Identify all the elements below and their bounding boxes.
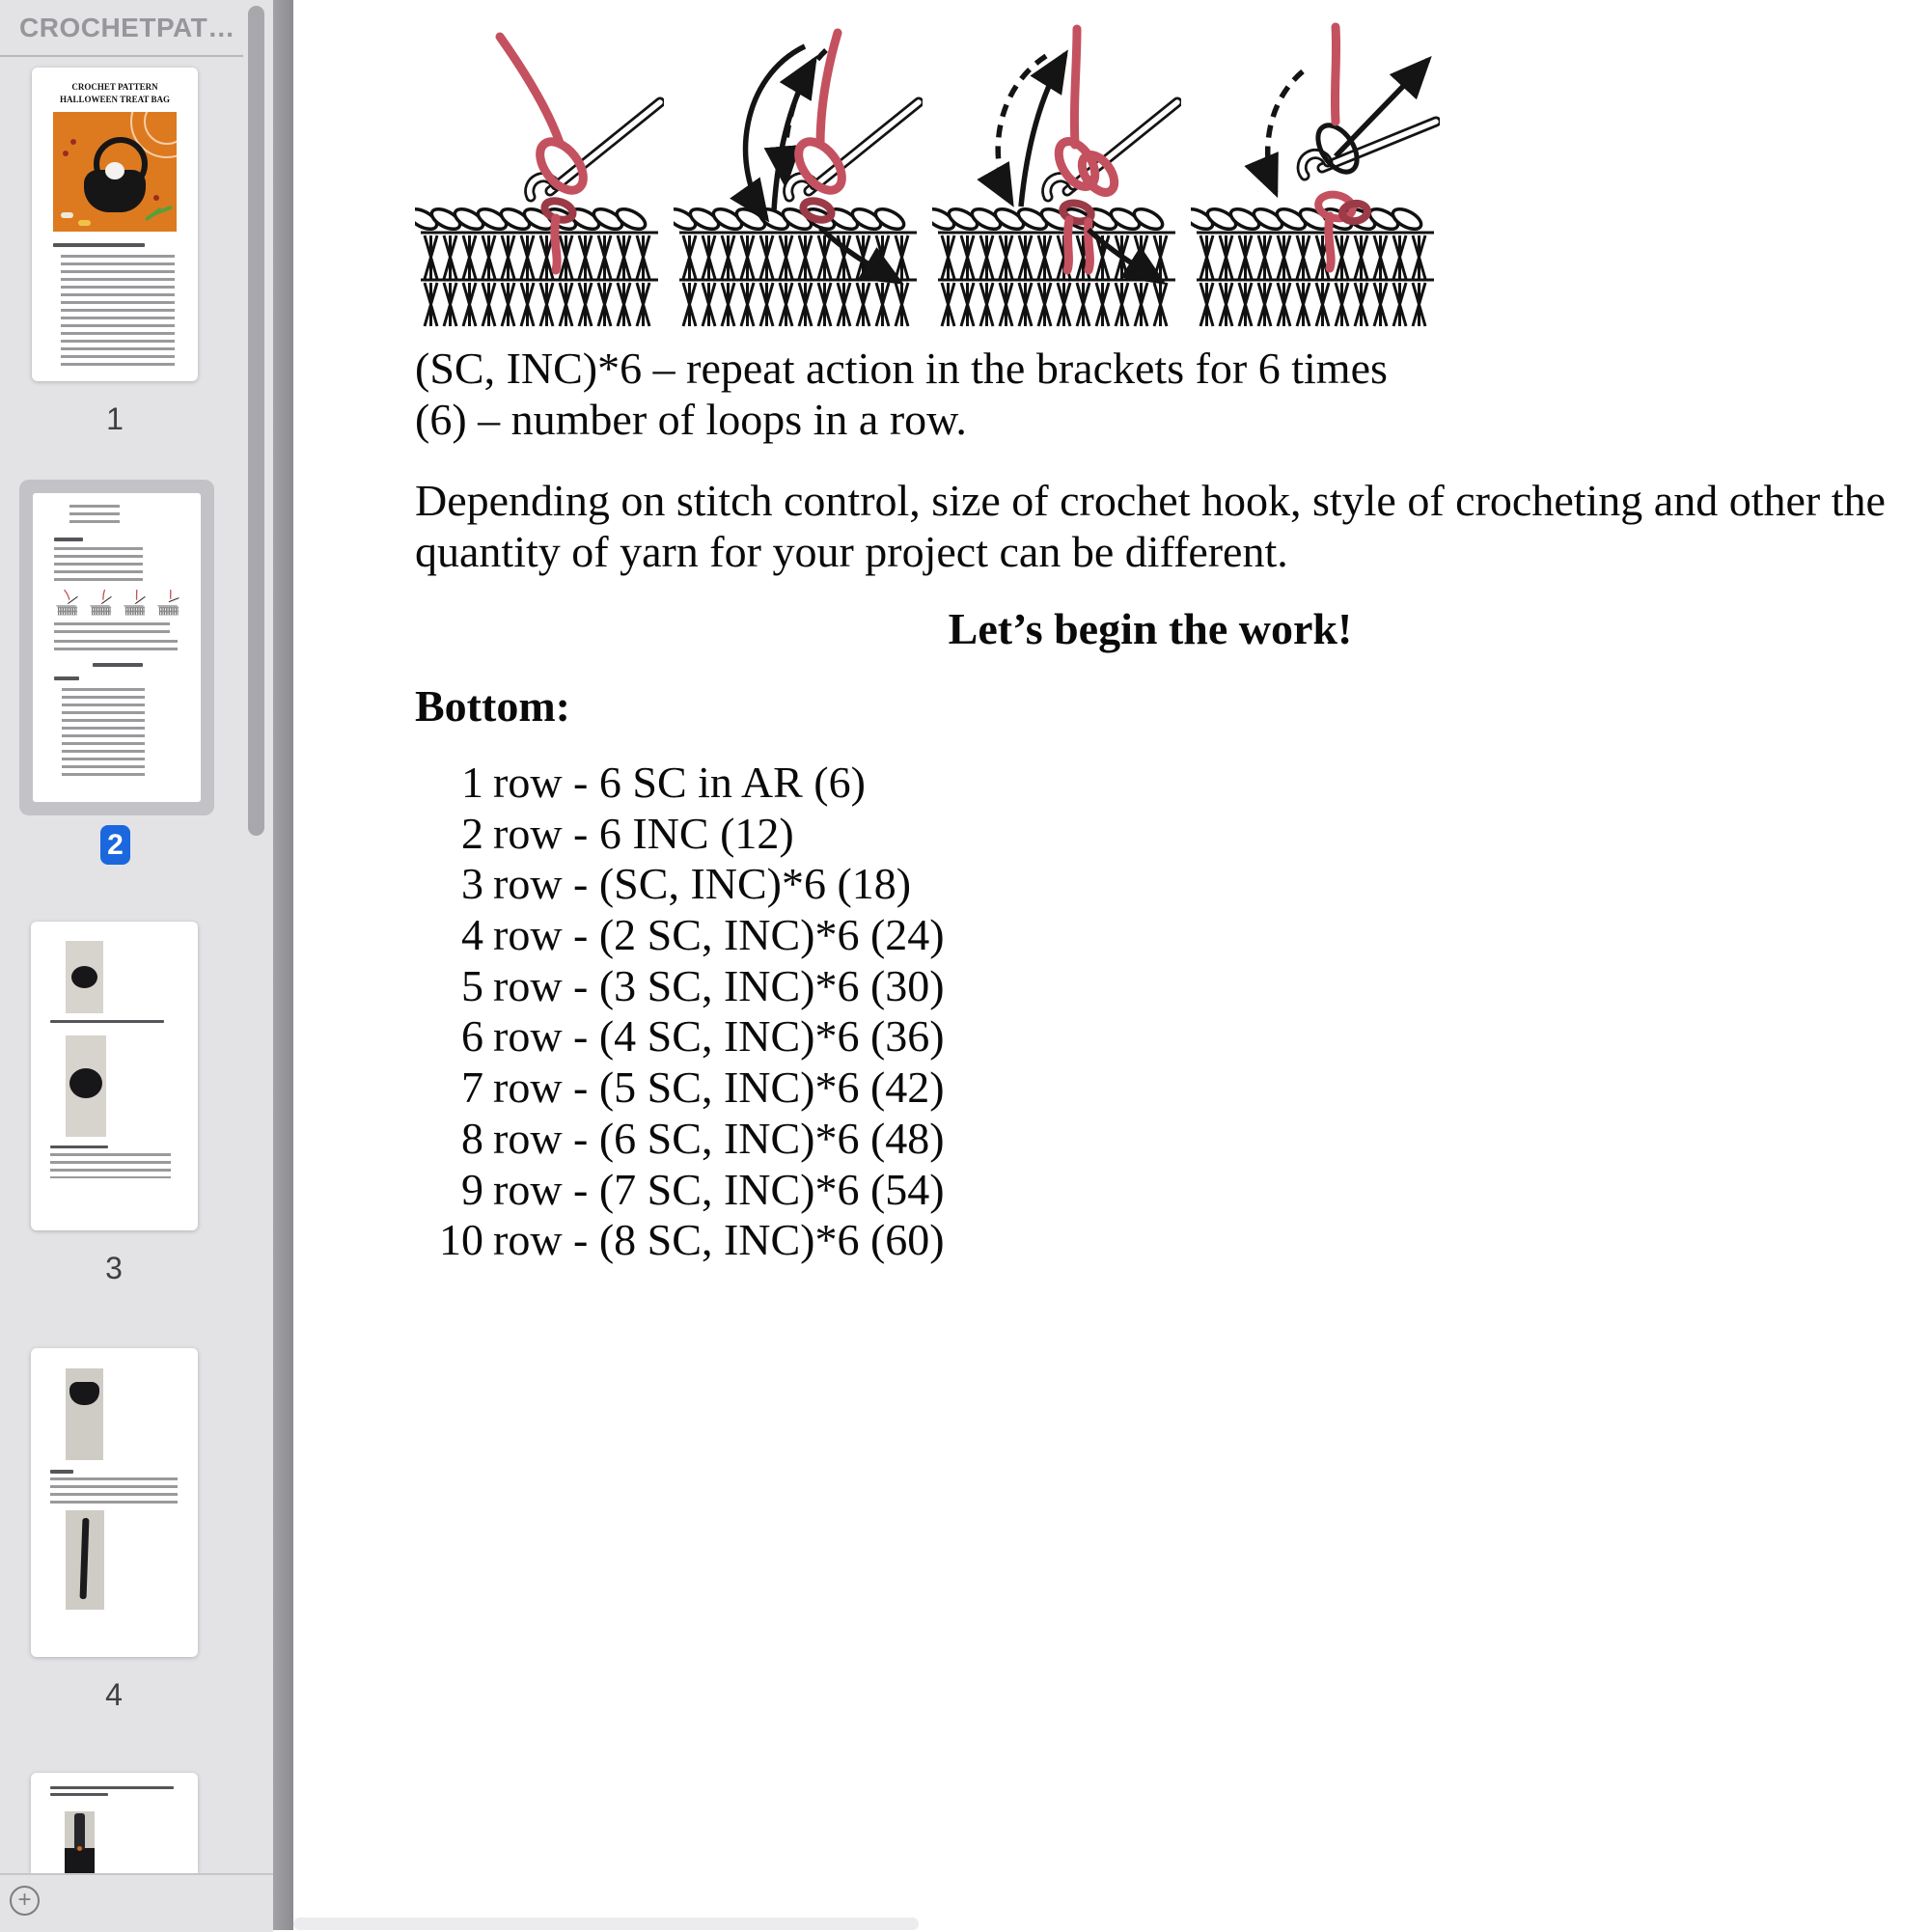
pattern-rows [439,758,945,1266]
thumb1-title-line1: CROCHET PATTERN [71,82,158,92]
pattern-row: 8 row - (6 SC, INC)*6 (48) [461,1113,945,1163]
page-label-3: 3 [105,1251,123,1285]
plus-icon: + [17,1887,32,1913]
sidebar-scrollbar[interactable] [248,6,264,836]
pattern-row: 9 row - (7 SC, INC)*6 (54) [461,1164,945,1214]
pattern-row: 7 row - (5 SC, INC)*6 (42) [461,1063,945,1113]
selected-page-badge: 2 [100,825,130,865]
thumb2-diagram-strip [52,590,184,616]
pane-divider[interactable] [273,0,293,1930]
pattern-row: 5 row - (3 SC, INC)*6 (30) [461,960,945,1010]
page-label-4: 4 [105,1677,123,1712]
document-page-view [293,0,1930,1930]
page-label-1: 1 [106,401,124,436]
document-title: CROCHETPAT… [19,13,235,42]
pattern-row: 2 row - 6 INC (12) [461,808,794,858]
section-heading-bottom: Bottom: [415,681,570,731]
abbrev-line-1: (SC, INC)*6 – repeat action in the brackets for 6 times [415,344,1388,393]
thumb1-title-line2: HALLOWEEN TREAT BAG [59,95,171,104]
page-thumbnail-5[interactable] [31,1773,198,1873]
pattern-row: 1 row - 6 SC in AR (6) [461,758,866,807]
thumbnail-photo [66,941,103,1013]
thumbnail-photo [66,1510,104,1610]
sidebar-bottom-bar [0,1873,273,1932]
begin-heading: Let’s begin the work! [948,604,1353,653]
abbrev-line-2: (6) – number of loops in a row. [415,395,967,444]
thumbnail-photo [53,112,177,232]
thumbnail-photo [66,1035,106,1137]
page-thumbnail-4[interactable] [31,1348,198,1657]
page-thumbnail-3[interactable] [31,922,198,1230]
yarn-note-paragraph [415,475,1886,577]
crochet-stitch-diagrams [415,21,1440,332]
thumbnail-sidebar [0,0,273,1930]
paragraph-line-1: Depending on stitch control, size of crochet hook, style of crocheting and other the [415,476,1886,525]
crochet-diagram-2 [674,21,923,332]
abbreviation-note [415,343,1388,445]
sidebar-divider [0,55,243,57]
thumbnail-photo [65,1811,95,1873]
pattern-row: 6 row - (4 SC, INC)*6 (36) [461,1011,945,1062]
page-thumbnail-1[interactable] [32,68,198,381]
add-page-button[interactable] [10,1886,40,1916]
paragraph-line-2: quantity of yarn for your project can be different. [415,527,1288,576]
crochet-diagram-1 [415,21,664,332]
horizontal-scrollbar[interactable] [293,1918,919,1930]
thumbnail-photo [66,1368,103,1460]
crochet-diagram-3 [932,21,1181,332]
pattern-row: 4 row - (2 SC, INC)*6 (24) [461,910,945,960]
crochet-diagram-4 [1191,21,1440,332]
pattern-row: 10 row - (8 SC, INC)*6 (60) [439,1215,945,1265]
pattern-row: 3 row - (SC, INC)*6 (18) [461,859,912,909]
page-thumbnail-2[interactable] [33,493,201,802]
